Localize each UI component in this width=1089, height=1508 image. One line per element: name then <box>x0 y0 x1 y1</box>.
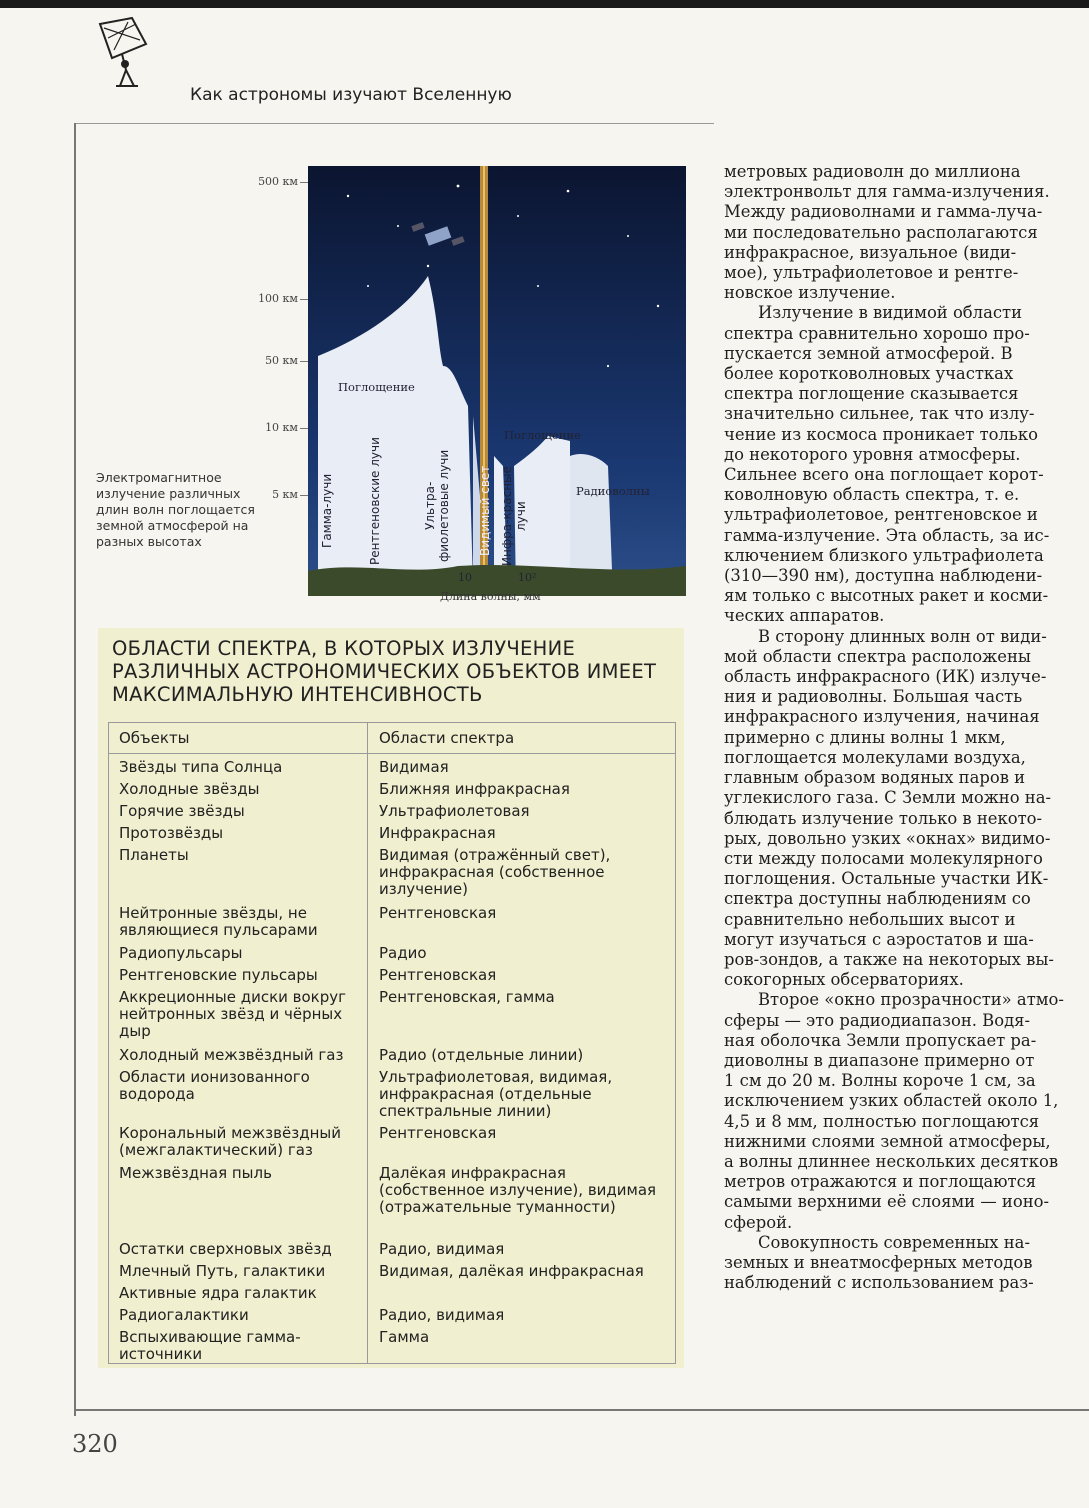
text-line: мое), ультрафиолетовое и рентге- <box>724 263 1019 283</box>
paragraph <box>724 1233 1086 1294</box>
text-line: ям только с высотных ракет и косми- <box>724 586 1049 606</box>
paragraph <box>724 990 1086 1232</box>
text-line: ультрафиолетовое, рентгеновское и <box>724 505 1038 525</box>
running-head: Как астрономы изучают Вселенную <box>190 85 512 105</box>
object-cell: Вспыхивающие гамма-источники <box>119 1328 301 1363</box>
object-cell: Планеты <box>119 846 189 864</box>
frame-left-rule <box>74 123 76 1416</box>
altitude-100: 100 км <box>258 292 298 305</box>
spectrum-cell: Радио, видимая <box>379 1306 505 1324</box>
altitude-10: 10 км <box>265 421 298 434</box>
spectrum-cell: Рентгеновская <box>379 904 497 922</box>
text-line: земных и внеатмосферных методов <box>724 1252 1033 1272</box>
spectrum-cell: Далёкая инфракрасная (собственное излучение), видимая (отражательные туманности) <box>379 1164 657 1216</box>
text-line: спектра доступны наблюдениям со <box>724 889 1031 909</box>
text-line: спектра поглощение сказывается <box>724 384 1019 404</box>
text-line: сферой. <box>724 1212 793 1232</box>
uv-band-label: Ультра-фиолетовые лучи <box>423 449 451 563</box>
spectrum-cell: Видимая <box>379 758 449 776</box>
text-line: ключением близкого ультрафиолета <box>724 545 1044 565</box>
radio-telescope-icon <box>92 14 156 94</box>
spectrum-cell: Рентгеновская <box>379 966 497 984</box>
table-title: ОБЛАСТИ СПЕКТРА, В КОТОРЫХ ИЗЛУЧЕНИЕ РАЗЛИЧНЫХ АСТРОНОМИЧЕСКИХ ОБЪЕКТОВ ИМЕЕТ МАКСИМАЛЬНУЮ ИНТЕНСИВНОСТЬ <box>112 637 657 706</box>
text-line: ная оболочка Земли пропускает ра- <box>724 1030 1037 1050</box>
column-header-objects: Объекты <box>119 729 190 747</box>
absorption-label: Поглощение <box>338 380 415 394</box>
text-line: гамма-излучение. Эта область, за ис- <box>724 525 1050 545</box>
frame-bottom-rule <box>74 1409 1089 1411</box>
column-header-spectrum: Области спектра <box>379 729 515 747</box>
text-line: мой области спектра расположены <box>724 646 1031 666</box>
ir-band-label: Инфра-красные лучи <box>500 466 528 566</box>
text-line: исключением узких областей около 1, <box>724 1091 1059 1111</box>
text-line: область инфракрасного (ИК) излуче- <box>724 667 1047 687</box>
text-line: главным образом водяных паров и <box>724 768 1026 788</box>
text-line: В сторону длинных волн от види- <box>758 626 1047 646</box>
spectrum-cell: Видимая (отражённый свет), инфракрасная (собственное излучение) <box>379 846 611 898</box>
spectrum-cell: Видимая, далёкая инфракрасная <box>379 1262 644 1280</box>
text-line: до некоторого уровня атмосферы. <box>724 444 1021 464</box>
text-line: значительно сильнее, так что излу- <box>724 404 1035 424</box>
spectrum-cell: Ультрафиолетовая, видимая, инфракрасная (отдельные спектральные линии) <box>379 1068 613 1120</box>
text-line: самыми верхними её слоями — ионо- <box>724 1192 1050 1212</box>
spectrum-cell: Гамма <box>379 1328 430 1346</box>
page-number: 320 <box>72 1430 118 1458</box>
text-line: поглощается молекулами воздуха, <box>724 747 1026 767</box>
text-line: рых, довольно узких «окнах» видимо- <box>724 828 1051 848</box>
table-header-row <box>109 723 675 754</box>
spectrum-table <box>108 722 676 1364</box>
altitude-500: 500 км <box>258 175 298 188</box>
gamma-band-label: Гамма-лучи <box>320 473 334 549</box>
text-line: коволновую область спектра, т. е. <box>724 485 1020 505</box>
atmosphere-absorption-figure <box>308 166 686 596</box>
text-line: примерно с длины волны 1 мкм, <box>724 727 1006 747</box>
spectrum-cell: Рентгеновская, гамма <box>379 988 555 1006</box>
spectrum-cell: Радио, видимая <box>379 1240 505 1258</box>
text-line: могут изучаться с аэростатов и ша- <box>724 929 1034 949</box>
text-line: нижними слоями земной атмосферы, <box>724 1131 1051 1151</box>
object-cell: Межзвёздная пыль <box>119 1164 272 1182</box>
text-line: поглощения. Остальные участки ИК- <box>724 869 1049 889</box>
text-line: 1 см до 20 м. Волны короче 1 см, за <box>724 1071 1036 1091</box>
text-line: Сильнее всего она поглощает корот- <box>724 465 1044 485</box>
object-cell: Звёзды типа Солнца <box>119 758 283 776</box>
object-cell: Аккреционные диски вокруг нейтронных звёзд и чёрных дыр <box>119 988 347 1040</box>
spectrum-cell: Ультрафиолетовая <box>379 802 530 820</box>
text-line: сти между полосами молекулярного <box>724 848 1043 868</box>
text-line: блюдать излучение только в некото- <box>724 808 1043 828</box>
object-cell: Радиогалактики <box>119 1306 249 1324</box>
text-line: 4,5 и 8 мм, полностью поглощаются <box>724 1111 1040 1131</box>
paragraph <box>724 627 1086 991</box>
text-line: электронвольт для гамма-излучения. <box>724 182 1050 202</box>
object-cell: Холодные звёзды <box>119 780 260 798</box>
wavelength-axis-label: Длина волны, мм <box>440 590 541 603</box>
text-line: более коротковолновых участках <box>724 364 1014 384</box>
text-line: ми последовательно располагаются <box>724 222 1038 242</box>
spectrum-cell: Радио <box>379 944 427 962</box>
column-divider <box>367 723 368 1363</box>
object-cell: Нейтронные звёзды, не являющиеся пульсарами <box>119 904 318 939</box>
text-line: инфракрасное, визуальное (види- <box>724 242 1017 262</box>
top-edge-bar <box>0 0 1089 8</box>
absorption-label-2: Поглощение <box>504 428 581 442</box>
wavelength-tick-10: 10 <box>458 571 472 584</box>
text-line: наблюдений с использованием раз- <box>724 1273 1034 1293</box>
object-cell: Протозвёзды <box>119 824 224 842</box>
xray-band-label: Рентгеновские лучи <box>368 437 382 565</box>
spectrum-cell: Ближняя инфракрасная <box>379 780 570 798</box>
object-cell: Остатки сверхновых звёзд <box>119 1240 332 1258</box>
paragraph <box>724 162 1086 303</box>
text-line: ческих аппаратов. <box>724 606 885 626</box>
wavelength-tick-100: 10² <box>518 571 537 584</box>
text-line: спектра сравнительно хорошо про- <box>724 323 1030 343</box>
altitude-50: 50 км <box>265 354 298 367</box>
object-cell: Млечный Путь, галактики <box>119 1262 326 1280</box>
object-cell: Холодный межзвёздный газ <box>119 1046 344 1064</box>
text-line: новское излучение. <box>724 283 896 303</box>
text-line: чение из космоса проникает только <box>724 424 1038 444</box>
altitude-5: 5 км <box>272 488 298 501</box>
spectrum-cell: Инфракрасная <box>379 824 496 842</box>
frame-top-rule <box>74 123 714 124</box>
text-line: углекислого газа. С Земли можно на- <box>724 788 1052 808</box>
satellite-icon <box>411 222 464 246</box>
object-cell: Рентгеновские пульсары <box>119 966 318 984</box>
object-cell: Корональный межзвёздный (межгалактический) газ <box>119 1124 341 1159</box>
text-line: метровых радиоволн до миллиона <box>724 162 1021 181</box>
body-text-column <box>724 162 1086 1293</box>
text-line: Второе «окно прозрачности» атмо- <box>758 990 1064 1010</box>
spectrum-cell: Радио (отдельные линии) <box>379 1046 584 1064</box>
text-line: метров отражаются и поглощаются <box>724 1172 1037 1192</box>
text-line: пускается земной атмосферой. В <box>724 343 1013 363</box>
text-line: (310—390 нм), доступна наблюдени- <box>724 566 1043 586</box>
text-line: диоволны в диапазоне примерно от <box>724 1050 1035 1070</box>
text-line: Между радиоволнами и гамма-луча- <box>724 202 1043 222</box>
text-line: сравнительно небольших высот и <box>724 909 1016 929</box>
text-line: сокогорных обсерваториях. <box>724 970 964 990</box>
text-line: Излучение в видимой области <box>758 303 1023 323</box>
text-line: сферы — это радиодиапазон. Водя- <box>724 1010 1031 1030</box>
object-cell: Активные ядра галактик <box>119 1284 317 1302</box>
text-line: инфракрасного излучения, начиная <box>724 707 1040 727</box>
object-cell: Радиопульсары <box>119 944 243 962</box>
radio-band-label: Радиоволны <box>576 484 650 498</box>
object-cell: Горячие звёзды <box>119 802 245 820</box>
paragraph <box>724 303 1086 626</box>
visible-band-label: Видимый свет <box>478 465 492 557</box>
figure-caption: Электромагнитное излучение различных длин волн поглощается земной атмосферой на разных высотах <box>96 470 255 549</box>
text-line: а волны длиннее нескольких десятков <box>724 1151 1059 1171</box>
text-line: ров-зондов, а также на некоторых вы- <box>724 949 1054 969</box>
text-line: ния и радиоволны. Большая часть <box>724 687 1023 707</box>
text-line: Совокупность современных на- <box>758 1232 1030 1252</box>
spectrum-cell: Рентгеновская <box>379 1124 497 1142</box>
object-cell: Области ионизованного водорода <box>119 1068 310 1103</box>
